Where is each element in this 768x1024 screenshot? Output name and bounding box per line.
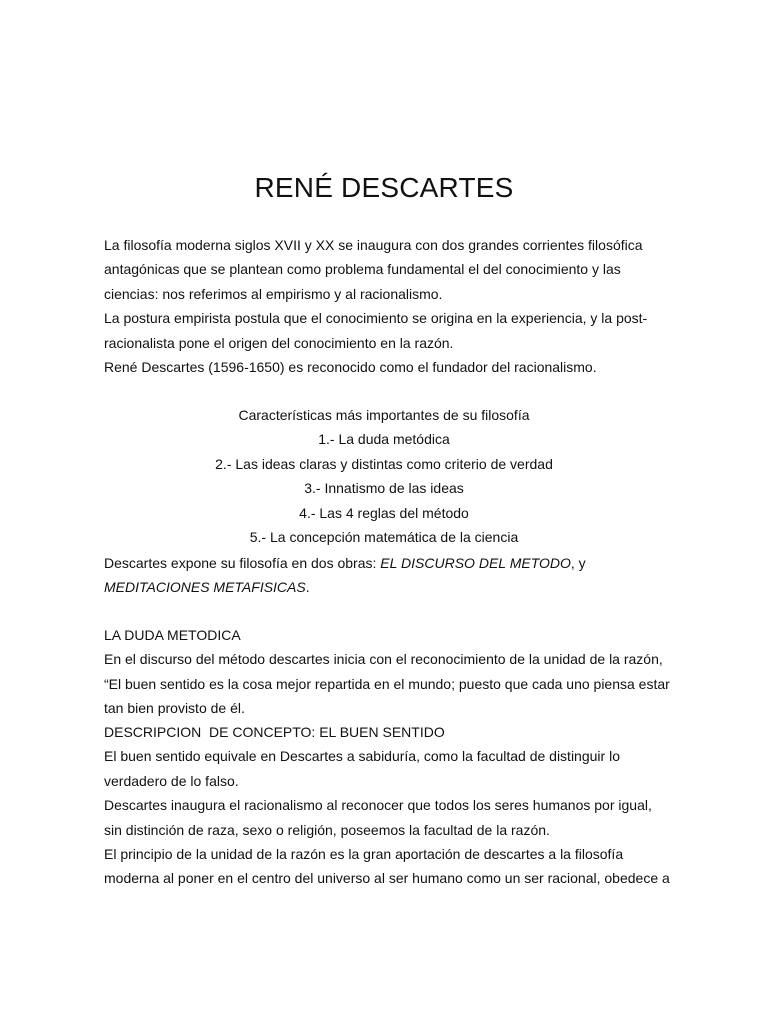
section-line: En el discurso del método descartes inicia con el reconocimiento de la unidad de la razón, xyxy=(104,651,663,668)
section-line: sin distinción de raza, sexo o religión, poseemos la facultad de la razón. xyxy=(104,821,550,838)
section-line: Descartes inaugura el racionalismo al reconocer que todos los seres humanos por igual, xyxy=(104,797,652,814)
works-suffix: . xyxy=(305,579,310,596)
section-heading: LA DUDA METODICA xyxy=(104,627,241,643)
section-line: tan bien provisto de él. xyxy=(104,700,245,717)
section-heading: DESCRIPCION DE CONCEPTO: EL BUEN SENTIDO xyxy=(104,724,445,740)
section-line: El principio de la unidad de la razón es la gran aportación de descartes a la filosofía xyxy=(104,846,624,863)
intro-line: La postura empirista postula que el conocimiento se origina en la experiencia, y la post- xyxy=(104,310,648,327)
intro-line: La filosofía moderna siglos XVII y XX se inaugura con dos grandes corrientes filosófica xyxy=(104,237,643,253)
intro-line: racionalista pone el origen del conocimiento en la razón. xyxy=(104,334,454,351)
document-title: RENÉ DESCARTES xyxy=(254,172,514,203)
works-paragraph xyxy=(104,551,664,600)
works-separator: , y xyxy=(570,555,586,571)
section-line: El buen sentido equivale en Descartes a sabiduría, como la facultad de distinguir lo xyxy=(104,748,620,765)
characteristics-item: 2.- Las ideas claras y distintas como criterio de verdad xyxy=(215,455,553,472)
characteristics-item: 1.- La duda metódica xyxy=(318,431,450,448)
section-line: verdadero de lo falso. xyxy=(104,772,239,789)
intro-line: ciencias: nos referimos al empirismo y al racionalismo. xyxy=(104,285,443,302)
section-buen-sentido xyxy=(104,720,670,891)
section-line: moderna al poner en el centro del universo al ser humano como un ser racional, obedece a xyxy=(104,870,670,887)
intro-line: René Descartes (1596-1650) es reconocido como el fundador del racionalismo. xyxy=(104,359,597,376)
intro-line: antagónicas que se plantean como problema fundamental el del conocimiento y las xyxy=(104,261,621,278)
works-line xyxy=(104,575,664,599)
works-prefix: Descartes expone su filosofía en dos obras: xyxy=(104,555,381,571)
characteristics-item: 4.- Las 4 reglas del método xyxy=(299,504,469,521)
works-line xyxy=(104,551,664,575)
characteristics-item: 3.- Innatismo de las ideas xyxy=(304,480,464,497)
characteristics-list xyxy=(104,403,664,549)
section-duda-metodica xyxy=(104,623,670,721)
intro-paragraphs xyxy=(104,233,664,379)
characteristics-heading: Características más importantes de su filosofía xyxy=(238,407,530,423)
characteristics-item: 5.- La concepción matemática de la ciencia xyxy=(249,529,519,546)
section-line: “El buen sentido es la cosa mejor repartida en el mundo; puesto que cada uno piensa estar xyxy=(104,675,670,692)
work-title-meditaciones: MEDITACIONES METAFISICAS xyxy=(104,579,306,596)
work-title-discurso: EL DISCURSO DEL METODO xyxy=(380,555,571,571)
